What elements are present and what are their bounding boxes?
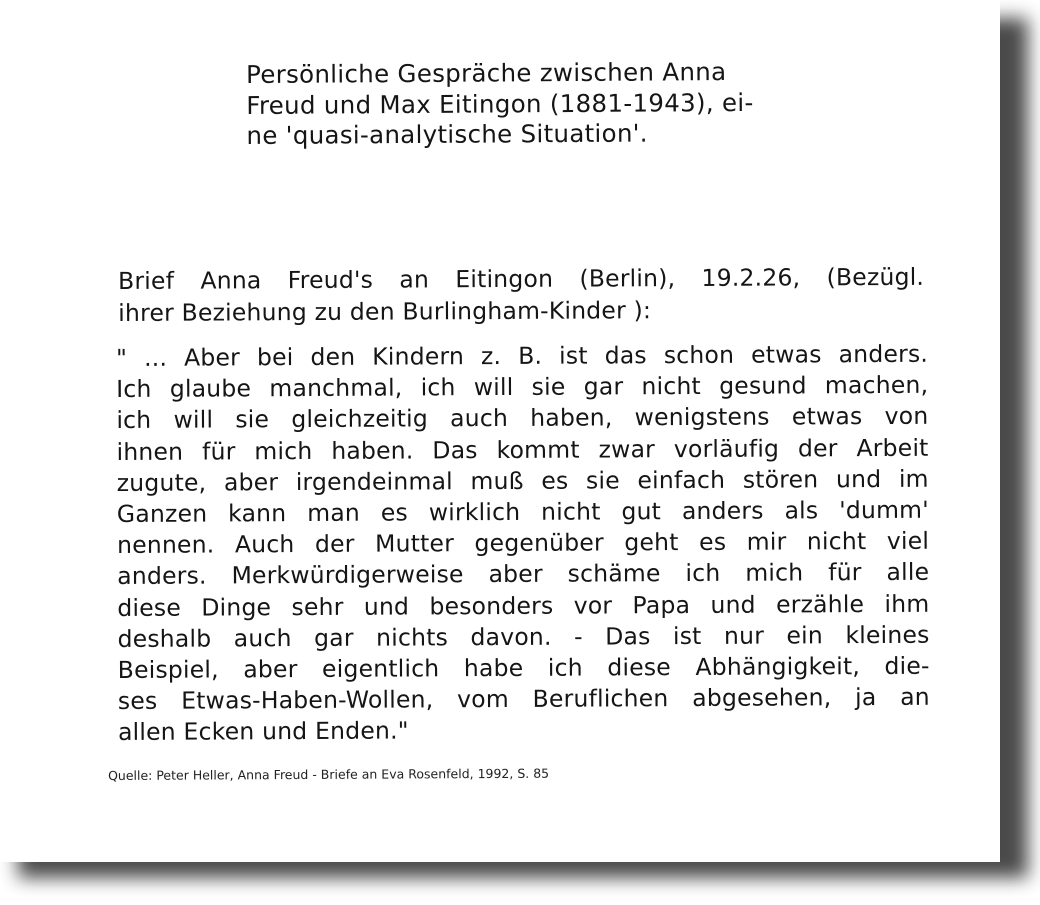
quote-line: Beispiel, aber eigentlich habe ich diese Abhängigkeit, die- — [117, 651, 930, 685]
quote-line: ich will sie gleichzeitig auch haben, wenigstens etwas von — [116, 402, 929, 435]
letter-quote — [116, 339, 930, 749]
quote-line: zugute, aber irgendeinmal muß es sie einfach stören und im — [116, 464, 929, 497]
quote-line: Ganzen kann man es wirklich nicht gut anders als 'dumm' — [116, 495, 929, 529]
intro-line: ihrer Beziehung zu den Burlingham-Kinder ): — [118, 295, 652, 327]
quote-line: anders. Merkwürdigerweise aber schäme ich mich für alle — [117, 558, 930, 591]
quote-line: deshalb auch gar nichts davon. - Das ist nur ein kleines — [117, 620, 930, 653]
heading-line: ne 'quasi-analytische Situation'. — [246, 118, 648, 150]
heading-line: Freud und Max Eitingon (1881-1943), ei- — [246, 87, 754, 120]
quote-line: " ... Aber bei den Kindern z. B. ist das schon etwas anders. — [116, 339, 929, 372]
quote-line: allen Ecken und Enden." — [117, 716, 409, 747]
quote-line: Ich glaube manchmal, ich will sie gar nicht gesund machen, — [116, 370, 929, 404]
quote-line: ihnen für mich haben. Das kommt zwar vorläufig der Arbeit — [116, 433, 929, 466]
document-heading — [246, 57, 754, 152]
letter-intro — [118, 262, 924, 329]
quote-line: ses Etwas-Haben-Wollen, vom Beruflichen abgesehen, ja an — [117, 682, 930, 716]
quote-line: diese Dinge sehr und besonders vor Papa und erzähle ihm — [117, 589, 930, 622]
intro-line: Brief Anna Freud's an Eitingon (Berlin), 19.2.26, (Bezügl. — [118, 262, 925, 295]
heading-line: Persönliche Gespräche zwischen Anna — [246, 57, 727, 89]
source-citation: Quelle: Peter Heller, Anna Freud - Briefe an Eva Rosenfeld, 1992, S. 85 — [108, 765, 550, 783]
quote-line: nennen. Auch der Mutter gegenüber geht es mir nicht viel — [116, 526, 930, 560]
